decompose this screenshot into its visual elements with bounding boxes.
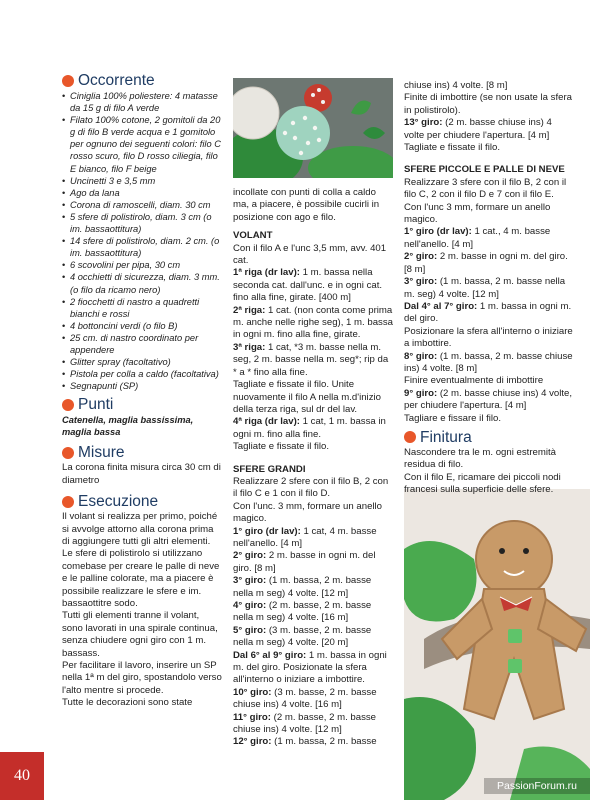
paragraph: Con il filo E, ricamare dei piccoli nodi francesi sulla superficie delle sfere.	[404, 471, 561, 496]
bullet-dot-icon	[404, 431, 416, 443]
instruction-row	[233, 650, 393, 687]
bullet-dot-icon	[62, 399, 74, 411]
instruction-row	[233, 575, 393, 600]
paragraph: Realizzare 3 sfere con il filo B, 2 con il filo C, 2 con il filo D e 7 con il filo E.	[404, 176, 567, 201]
paragraph: Le sfere di polistirolo si utilizzano comebase per creare le palle di neve e le palline colorate, ma a piacere è possibile realizzare le sfere e im. bassaottitre sodo.	[62, 548, 220, 609]
paragraph: Per facilitare il lavoro, inserire un SP nella 1ª m del giro, spostandolo verso l'alto mentre si procede.	[62, 660, 222, 696]
bullet-dot-icon	[62, 447, 74, 459]
row-label: 3° giro:	[404, 276, 438, 288]
row-text: 1 cat, 1 m. bassa in ogni m. fino alla fine.	[233, 416, 386, 440]
row-label: 4° giro:	[233, 600, 267, 611]
photo-gingerbread-illustration	[404, 489, 590, 800]
list-item: • Uncinetti 3 e 3,5 mm	[62, 175, 222, 187]
row-label: 2° giro:	[233, 550, 267, 562]
row-label: 8° giro:	[404, 350, 438, 362]
instruction-row	[404, 276, 574, 301]
subheading-sfere-grandi: SFERE GRANDI	[233, 463, 306, 475]
instruction-row	[233, 526, 393, 551]
list-item: • Pistola per colla a caldo (facoltativa)	[62, 368, 222, 380]
list-item: • 4 bottoncini verdi (o filo B)	[62, 320, 222, 332]
section-esecuzione	[62, 493, 222, 510]
list-item: • Segnapunti (SP)	[62, 380, 222, 392]
section-title-occorrente: Occorrente	[78, 72, 155, 89]
row-text: Finire eventualmente di imbottire	[404, 375, 544, 387]
instruction-row	[233, 342, 393, 379]
instruction-row	[404, 351, 574, 376]
row-label: 2° giro:	[404, 251, 438, 263]
section-occorrente	[62, 72, 222, 89]
row-text: Tagliare e fissare il filo.	[404, 412, 502, 424]
section-title-esecuzione: Esecuzione	[78, 493, 159, 511]
instruction-row	[404, 301, 574, 326]
instruction-row	[404, 375, 574, 387]
section-title-finitura: Finitura	[420, 428, 472, 446]
row-label: 2ª riga:	[233, 304, 266, 316]
instruction-row	[404, 326, 574, 351]
row-label: 3° giro:	[233, 575, 267, 587]
row-label: Dal 4° al 7° giro:	[404, 300, 478, 312]
paragraph: Nascondere tra le m. ogni estremità residua di filo.	[404, 446, 556, 471]
row-text: 1 m. bassa in ogni m. del giro.	[404, 300, 572, 325]
paragraph: Tutte le decorazioni sono state	[62, 697, 193, 709]
instruction-row	[233, 416, 393, 441]
instruction-row	[233, 736, 393, 748]
instruction-row	[404, 226, 574, 251]
list-item: • 5 sfere di polistirolo, diam. 3 cm (o im. bassaottitura)	[62, 211, 222, 235]
row-text: 1 m. bassa nella seconda cat. dall'unc. e in ogni cat. fino alla fine, girate. [400 m]	[233, 267, 383, 304]
row-text: (2 m. basse, 2 m. basse nella m seg) 4 volte. [16 m]	[233, 600, 372, 624]
list-item: • 14 sfere di polistirolo, diam. 2 cm. (o im. bassaottitura)	[62, 235, 222, 259]
section-title-misure: Misure	[78, 444, 125, 462]
row-label: 1ª riga (dr lav):	[233, 267, 300, 279]
section-punti	[62, 396, 222, 413]
row-text: Posizionare la sfera all'interno o iniziare a imbottire.	[404, 325, 573, 350]
paragraph: Tagliate e fissate il filo.	[404, 142, 500, 154]
row-text: 1 m. bassa in ogni m. del giro. Posizionate la sfera all'interno o iniziare a imbottire.	[233, 649, 387, 686]
row-label: 3ª riga:	[233, 341, 266, 353]
instruction-row	[233, 550, 393, 575]
row-text: (2 m. basse, 2 m. basse chiuse ins) 4 volte. [12 m]	[233, 711, 377, 736]
row-text: (1 m. bassa, 2 m. basse	[271, 736, 377, 748]
column-sfere-piccole	[404, 80, 574, 497]
section-finitura	[404, 429, 574, 446]
list-item: • 6 scovolini per pipa, 30 cm	[62, 259, 222, 271]
list-item: • Ago da lana	[62, 187, 222, 199]
column-materials	[62, 72, 222, 710]
row-label: 11° giro:	[233, 711, 271, 723]
row-text: Tagliate e fissate il filo.	[233, 441, 329, 453]
row-text: 1 cat. (non conta come prima m. anche nelle righe seg), 1 m. bassa in ogni m. fino alla fine, girate.	[233, 304, 393, 341]
list-item: • 25 cm. di nastro coordinato per appendere	[62, 332, 222, 356]
list-item: • Glitter spray (facoltativo)	[62, 356, 222, 368]
instruction-row	[404, 117, 574, 142]
paragraph: Finite di imbottire (se non usate la sfera in polistirolo).	[404, 92, 572, 116]
row-text: 2 m. basse in ogni m. del giro. [8 m]	[233, 550, 376, 574]
instruction-row	[233, 625, 393, 650]
page-number: 40	[0, 752, 44, 800]
section-misure	[62, 444, 222, 461]
paragraph: Tutti gli elementi tranne il volant, sono lavorati in una spirale continua, senza chiudere ogni giro con 1 m. bassass.	[62, 610, 218, 659]
photo-crochet-balls-illustration	[233, 78, 393, 178]
row-text: (1 m. bassa, 2 m. basse nella m seg) 4 volte. [12 m]	[233, 575, 372, 599]
punti-text: Catenella, maglia bassissima, maglia bassa	[62, 415, 194, 438]
paragraph: chiuse ins) 4 volte. [8 m]	[404, 80, 508, 91]
column-volant	[233, 187, 393, 749]
paragraph: incollate con punti di colla a caldo ma, a piacere, è possibile cucirli in posizione con ago e filo.	[233, 187, 380, 223]
subheading-sfere-piccole: SFERE PICCOLE E PALLE DI NEVE	[404, 164, 565, 176]
instruction-row	[233, 712, 393, 737]
row-label: 4ª riga (dr lav):	[233, 416, 300, 428]
list-item: • 4 occhietti di sicurezza, diam. 3 mm. (o filo da ricamo nero)	[62, 271, 222, 295]
instruction-row	[404, 388, 574, 413]
list-item: • 2 fiocchetti di nastro a quadretti bianchi e rossi	[62, 296, 222, 320]
misure-text: La corona finita misura circa 30 cm di diametro	[62, 462, 221, 486]
list-item: • Filato 100% cotone, 2 gomitoli da 20 g di filo B verde acqua e 1 gomitolo per ognuno dei seguenti colori: filo C rosso scuro, filo D rosso ciliegia, filo E bianco, filo F beige	[62, 114, 222, 174]
instruction-row	[404, 251, 574, 276]
instruction-row	[233, 687, 393, 712]
watermark: PassionForum.ru	[484, 778, 590, 794]
row-label: 9° giro:	[404, 387, 438, 399]
row-text: 2 m. basse in ogni m. del giro. [8 m]	[404, 251, 568, 275]
row-text: (1 m. bassa, 2 m. basse chiuse ins) 4 volte. [8 m]	[404, 350, 573, 374]
row-label: 10° giro:	[233, 686, 272, 698]
row-text: 1 cat, *3 m. basse nella m. seg, 2 m. basse nella m. seg*; rip da * a * fino alla fine.	[233, 341, 389, 378]
subheading-volant: VOLANT	[233, 230, 273, 242]
row-label: 1° giro (dr lav):	[233, 525, 301, 537]
instruction-row	[233, 441, 393, 453]
paragraph: Con l'unc 3 mm, formare un anello magico.	[404, 201, 551, 226]
row-text: Tagliate e fissate il filo. Unite nuovamente il filo A nella m.d'inizio della terza riga, sul dr del lav.	[233, 379, 381, 415]
photo-crochet-balls	[233, 78, 393, 178]
row-text: 1 cat, 4 m. basse nell'anello. [4 m]	[233, 525, 377, 549]
paragraph: Con il filo A e l'unc 3,5 mm, avv. 401 cat.	[233, 242, 387, 267]
row-text: (1 m. bassa, 2 m. basse nella m. seg) 4 volte. [12 m]	[404, 276, 566, 300]
bullet-dot-icon	[62, 75, 74, 87]
row-label: 5° giro:	[233, 624, 267, 636]
section-title-punti: Punti	[78, 396, 114, 414]
instruction-row	[233, 305, 393, 342]
row-text: (3 m. basse, 2 m. basse chiuse ins) 4 volte. [16 m]	[233, 686, 377, 711]
row-label: 12° giro:	[233, 736, 272, 748]
paragraph: Il volant si realizza per primo, poiché si avvolge attorno alla corona prima di aggiungere tutti gli altri elementi.	[62, 511, 218, 547]
bullet-dot-icon	[62, 496, 74, 508]
instruction-row	[233, 600, 393, 625]
paragraph: Con l'unc. 3 mm, formare un anello magico.	[233, 500, 383, 525]
instruction-row	[233, 267, 393, 304]
photo-gingerbread-wreath	[404, 489, 590, 800]
row-text: (3 m. basse, 2 m. basse nella m seg) 4 volte. [20 m]	[233, 624, 372, 649]
row-label: 1° giro (dr lav):	[404, 226, 472, 238]
instruction-row	[233, 379, 393, 416]
instruction-row	[404, 413, 574, 425]
row-text: (2 m. basse chiuse ins) 4 volte, per chiudere l'apertura. [4 m]	[404, 387, 573, 412]
row-text: 1 cat., 4 m. basse nell'anello. [4 m]	[404, 226, 551, 250]
materials-list	[62, 90, 222, 392]
paragraph: Realizzare 2 sfere con il filo B, 2 con il filo C e 1 con il filo D.	[233, 475, 389, 500]
row-label: Dal 6° al 9° giro:	[233, 649, 307, 661]
list-item: • Ciniglia 100% poliestere: 4 matasse da 15 g di filo A verde	[62, 90, 222, 114]
row-text: (2 m. basse chiuse ins) 4 volte per chiudere l'apertura. [4 m]	[404, 117, 552, 141]
list-item: • Corona di ramoscelli, diam. 30 cm	[62, 199, 222, 211]
row-label: 13° giro:	[404, 117, 443, 129]
